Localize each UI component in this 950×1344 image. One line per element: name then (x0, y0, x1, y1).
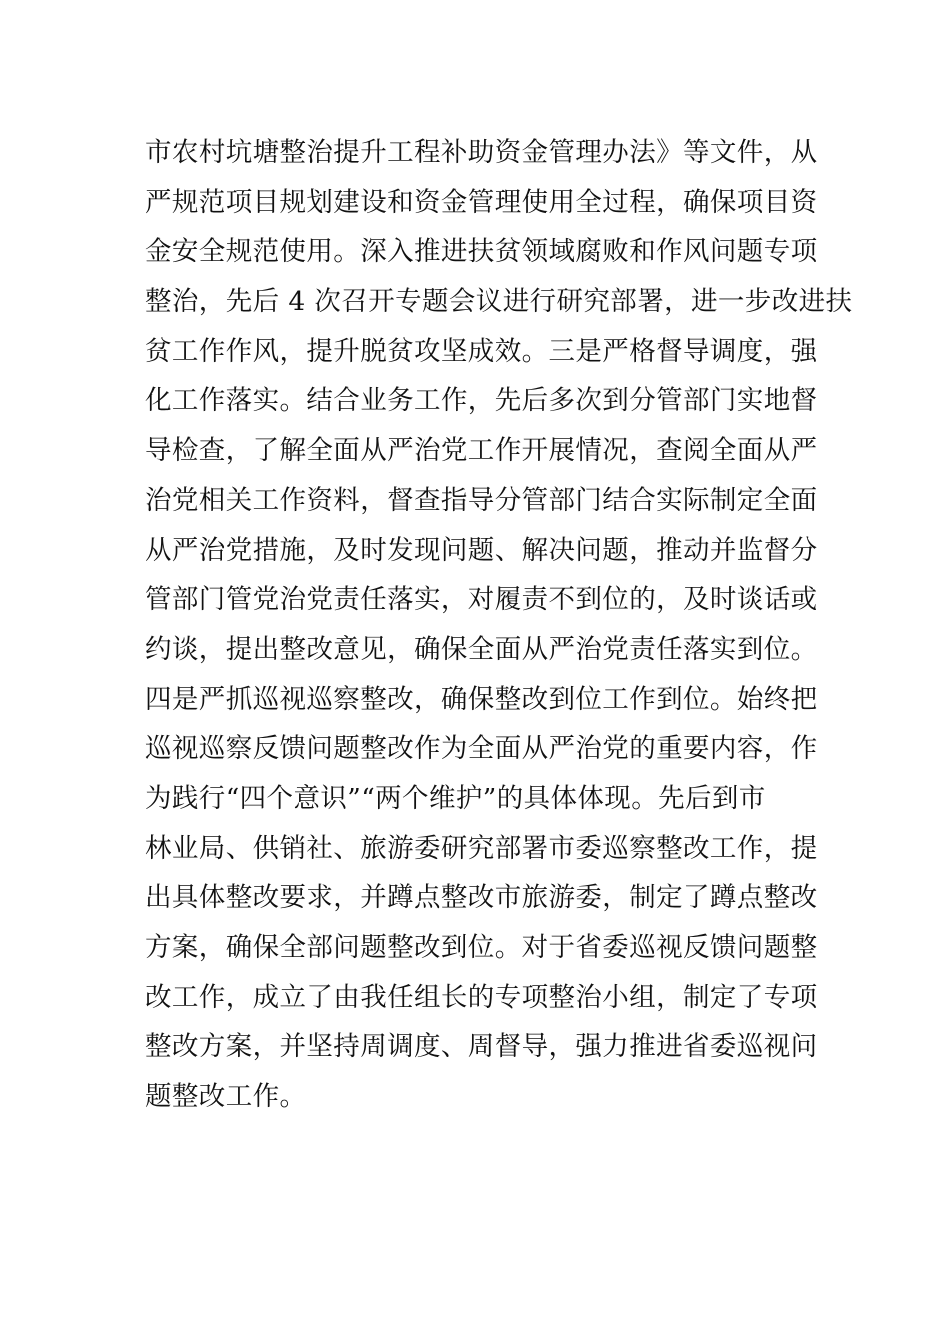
text-line: 巡视巡察反馈问题整改作为全面从严治党的重要内容，作 (145, 733, 818, 765)
body-paragraph (145, 128, 853, 1122)
text-line: 改工作，成立了由我任组长的专项整治小组，制定了专项 (145, 981, 818, 1013)
text-line: 方案，确保全部问题整改到位。对于省委巡视反馈问题整 (145, 932, 818, 963)
text-line: 约谈，提出整改意见，确保全面从严治党责任落实到位。 (145, 633, 818, 665)
text-line: 导检查，了解全面从严治党工作开展情况，查阅全面从严 (145, 435, 818, 467)
text-line: 化工作落实。结合业务工作，先后多次到分管部门实地督 (145, 385, 818, 417)
text-line: 题整改工作。 (145, 1081, 307, 1113)
text-line: 林业局、供销社、旅游委研究部署市委巡察整改工作，提 (145, 832, 818, 864)
text-line: 四是严抓巡视巡察整改，确保整改到位工作到位。始终把 (145, 683, 818, 715)
text-line: 从严治党措施，及时发现问题、解决问题，推动并监督分 (145, 534, 818, 566)
text-line: 整改方案，并坚持周调度、周督导，强力推进省委巡视问 (145, 1031, 818, 1063)
text-line: 严规范项目规划建设和资金管理使用全过程，确保项目资 (145, 186, 818, 218)
text-line: 管部门管党治党责任落实，对履责不到位的，及时谈话或 (145, 584, 818, 616)
text-line: 贫工作作风，提升脱贫攻坚成效。三是严格督导调度，强 (145, 335, 818, 367)
text-line: 为践行“四个意识”“两个维护”的具体体现。先后到市 (145, 782, 766, 814)
text-line: 金安全规范使用。深入推进扶贫领域腐败和作风问题专项 (145, 236, 818, 268)
text-line: 市农村坑塘整治提升工程补助资金管理办法》等文件，从 (145, 137, 818, 168)
text-line: 出具体整改要求，并蹲点整改市旅游委，制定了蹲点整改 (145, 882, 818, 914)
text-line: 整治，先后 4 次召开专题会议进行研究部署，进一步改进扶 (145, 286, 853, 318)
text-line: 治党相关工作资料，督查指导分管部门结合实际制定全面 (145, 484, 818, 516)
